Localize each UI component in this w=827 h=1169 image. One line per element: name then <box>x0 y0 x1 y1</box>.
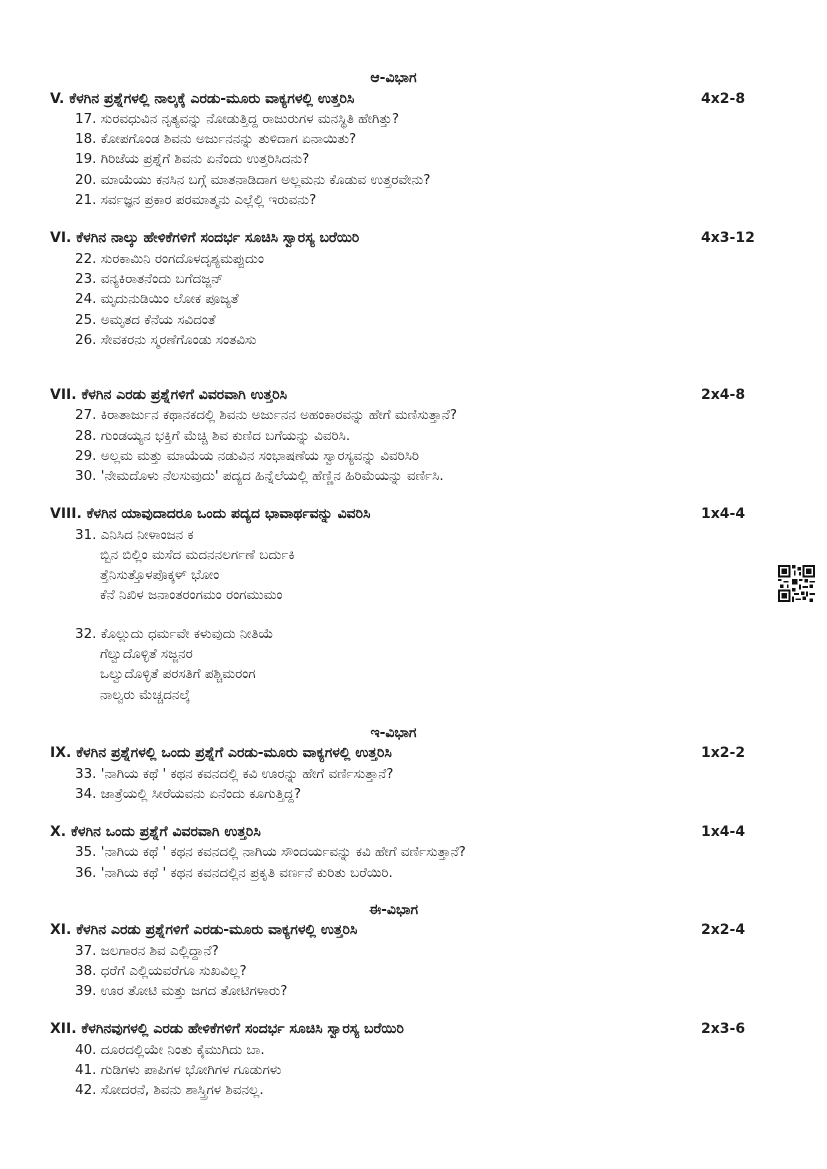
question-item: 40. ದೂರದಲ್ಲಿಯೇ ನಿಂತು ಕೈಮುಗಿದು ಬಾ. <box>75 1042 265 1058</box>
question-item: 21. ಸರ್ವಜ್ಞನ ಪ್ರಕಾರ ಪರಮಾತ್ಮನು ಎಲ್ಲೆಲ್ಲಿ ಇರುವನು? <box>75 192 317 208</box>
question-item: 39. ಊರ ತೋಟಿ ಮತ್ತು ಜಗದ ತೋಟಿಗಳಾರು? <box>75 983 288 999</box>
poem-line: ಬ್ಬಿನ ಬಿಲ್ಲಿಂ ಮಸೆದ ಮದನನಲರ್ಗಣೆ ಬರ್ದುಕಿ <box>100 547 295 563</box>
heading-text: X. ಕೆಳಗಿನ ಒಂದು ಪ್ರಶ್ನೆಗೆ ವಿವರವಾಗಿ ಉತ್ತರಿಸಿ <box>50 824 261 840</box>
marks-label: 4x3-12 <box>701 230 755 246</box>
qr-code-icon <box>778 565 815 602</box>
question-item: 42. ಸೋದರನೆ, ಶಿವನು ಶಾಸ್ತ್ರಿಗಳ ಶಿವನಲ್ಲ. <box>75 1082 264 1098</box>
question-item: 22. ಸುರಕಾಮಿನಿ ರಂಗದೊಳದೃಶ್ಯಮಪ್ಪುದುಂ <box>75 251 264 267</box>
question-item: 35. 'ನಾಗಿಯ ಕಥೆ ' ಕಥನ ಕವನದಲ್ಲಿ ನಾಗಿಯ ಸೌಂದರ್ಯವನ್ನು ಕವಿ ಹೇಗೆ ವರ್ಣಿಸುತ್ತಾನೆ? <box>75 844 466 860</box>
section-title-i: ಇ-ವಿಭಾಗ <box>370 725 417 741</box>
question-heading-xii <box>50 1021 750 1037</box>
marks-label: 2x3-6 <box>701 1021 746 1037</box>
heading-text: VI. ಕೆಳಗಿನ ನಾಲ್ಕು ಹೇಳಿಕೆಗಳಿಗೆ ಸಂದರ್ಭ ಸೂಚಿಸಿ ಸ್ವಾರಸ್ಯ ಬರೆಯಿರಿ <box>50 230 360 246</box>
question-heading-ix <box>50 745 750 761</box>
poem-line: ನಾಲ್ವರು ಮೆಚ್ಚದನಲ್ಕೆ <box>100 687 190 703</box>
heading-text: XII. ಕೆಳಗಿನವುಗಳಲ್ಲಿ ಎರಡು ಹೇಳಿಕೆಗಳಿಗೆ ಸಂದರ್ಭ ಸೂಚಿಸಿ ಸ್ವಾರಸ್ಯ ಬರೆಯಿರಿ <box>50 1021 404 1037</box>
question-item: 36. 'ನಾಗಿಯ ಕಥೆ ' ಕಥನ ಕವನದಲ್ಲಿನ ಪ್ರಕೃತಿ ವರ್ಣನೆ ಕುರಿತು ಬರೆಯಿರಿ. <box>75 865 393 881</box>
marks-label: 1x4-4 <box>701 824 746 840</box>
question-item: 33. 'ನಾಗಿಯ ಕಥೆ ' ಕಥನ ಕವನದಲ್ಲಿ ಕವಿ ಊರನ್ನು ಹೇಗೆ ವರ್ಣಿಸುತ್ತಾನೆ? <box>75 766 394 782</box>
poem-line: ಗೆಲ್ವುದೊಳ್ಳಿತೆ ಸಜ್ಜನರ <box>100 646 193 662</box>
marks-label: 4x2-8 <box>701 91 746 107</box>
question-heading-vi <box>50 230 755 246</box>
question-item: 29. ಅಲ್ಲಮ ಮತ್ತು ಮಾಯೆಯ ನಡುವಿನ ಸಂಭಾಷಣೆಯ ಸ್ವಾರಸ್ಯವನ್ನು ವಿವರಿಸಿರಿ <box>75 448 420 464</box>
poem-line: ತ್ತೆನಿಸುತ್ತೊಳಪೊಕ್ಕಳ್ ಭೋಂ <box>100 567 220 583</box>
question-item: 34. ಜಾತ್ರೆಯಲ್ಲಿ ಸೀರೆಯವನು ಏನೆಂದು ಕೂಗುತ್ತಿದ್ದ? <box>75 786 302 802</box>
question-heading-viii <box>50 506 750 522</box>
question-item: 20. ಮಾಯೆಯು ಕನಸಿನ ಬಗ್ಗೆ ಮಾತನಾಡಿದಾಗ ಅಲ್ಲಮನು ಕೊಡುವ ಉತ್ತರವೇನು? <box>75 172 431 188</box>
question-item: 25. ಅಮೃತದ ಕೆನೆಯ ಸವಿದಂತೆ <box>75 312 216 328</box>
question-item: 18. ಕೋಪಗೊಂಡ ಶಿವನು ಅರ್ಜುನನನ್ನು ತುಳಿದಾಗ ಏನಾಯಿತು? <box>75 131 357 147</box>
question-item: 24. ಮೃದುನುಡಿಯಿಂ ಲೋಕ ಪೂಜ್ಯತೆ <box>75 291 239 307</box>
section-title-ii: ಈ-ವಿಭಾಗ <box>368 902 419 918</box>
heading-text: IX. ಕೆಳಗಿನ ಪ್ರಶ್ನೆಗಳಲ್ಲಿ ಒಂದು ಪ್ರಶ್ನೆಗೆ ಎರಡು-ಮೂರು ವಾಕ್ಯಗಳಲ್ಲಿ ಉತ್ತರಿಸಿ <box>50 745 392 761</box>
question-item: 17. ಸುರವಧುವಿನ ನೃತ್ಯವನ್ನು ನೋಡುತ್ತಿದ್ದ ರಾಜುರುಗಳ ಮನಸ್ಥಿತಿ ಹೇಗಿತ್ತು? <box>75 111 400 127</box>
heading-text: VIII. ಕೆಳಗಿನ ಯಾವುದಾದರೂ ಒಂದು ಪದ್ಯದ ಭಾವಾರ್ಥವನ್ನು ವಿವರಿಸಿ <box>50 506 371 522</box>
question-item: 30. 'ನೇಮದೊಳು ನೆಲಸುವುದು' ಪದ್ಯದ ಹಿನ್ನೆಲೆಯಲ್ಲಿ ಹೆಣ್ಣಿನ ಹಿರಿಮೆಯನ್ನು ವರ್ಣಿಸಿ. <box>75 468 444 484</box>
question-heading-xi <box>50 922 750 938</box>
question-item: 41. ಗುಡಿಗಳು ಪಾಪಿಗಳ ಭೋಗಿಗಳ ಗೂಡುಗಳು <box>75 1062 282 1078</box>
marks-label: 2x2-4 <box>701 922 746 938</box>
poem-line: ಒಲ್ವುದೊಳ್ಳಿತೆ ಪರಸತಿಗೆ ಪಶ್ಚಿಮರಂಗ <box>100 666 256 682</box>
question-heading-vii <box>50 387 750 403</box>
question-item: 27. ಕಿರಾತಾರ್ಜುನ ಕಥಾನಕದಲ್ಲಿ ಶಿವನು ಅರ್ಜುನನ ಅಹಂಕಾರವನ್ನು ಹೇಗೆ ಮಣಿಸುತ್ತಾನೆ? <box>75 407 457 423</box>
question-item: 28. ಗುಂಡಯ್ಯನ ಭಕ್ತಿಗೆ ಮೆಚ್ಚಿ ಶಿವ ಕುಣಿದ ಬಗೆಯನ್ನು ವಿವರಿಸಿ. <box>75 428 351 444</box>
question-item: 26. ಸೇವಕರನು ಸ್ಮರಣೆಗೊಂಡು ಸಂತವಿಸು <box>75 332 257 348</box>
heading-text: V. ಕೆಳಗಿನ ಪ್ರಶ್ನೆಗಳಲ್ಲಿ ನಾಲ್ಕಕ್ಕೆ ಎರಡು-ಮೂರು ವಾಕ್ಯಗಳಲ್ಲಿ ಉತ್ತರಿಸಿ <box>50 91 355 107</box>
poem-line: ಕೆನೆ ನಿಖಿಳ ಜನಾಂತರಂಗಮಂ ರಂಗಮುಮಂ <box>100 587 283 603</box>
question-item: 38. ಧರೆಗೆ ಎಲ್ಲಿಯವರೆಗೂ ಸುಖವಿಲ್ಲ? <box>75 963 247 979</box>
section-title-aa: ಆ-ವಿಭಾಗ <box>370 70 417 86</box>
question-heading-x <box>50 824 750 840</box>
question-item: 37. ಜಲಗಾರನ ಶಿವ ಎಲ್ಲಿದ್ದಾನೆ? <box>75 943 219 959</box>
question-item: 19. ಗಿರಿಜೆಯ ಪ್ರಶ್ನೆಗೆ ಶಿವನು ಏನೆಂದು ಉತ್ತರಿಸಿದನು? <box>75 151 310 167</box>
heading-text: XI. ಕೆಳಗಿನ ಎರಡು ಪ್ರಶ್ನೆಗಳಿಗೆ ಎರಡು-ಮೂರು ವಾಕ್ಯಗಳಲ್ಲಿ ಉತ್ತರಿಸಿ <box>50 922 358 938</box>
heading-text: VII. ಕೆಳಗಿನ ಎರಡು ಪ್ರಶ್ನೆಗಳಿಗೆ ವಿವರವಾಗಿ ಉತ್ತರಿಸಿ <box>50 387 288 403</box>
poem-line: 32. ಕೊಲ್ಲುದು ಧರ್ಮವೇ ಕಳುವುದು ನೀತಿಯೆ <box>75 626 274 642</box>
marks-label: 1x2-2 <box>701 745 746 761</box>
marks-label: 2x4-8 <box>701 387 746 403</box>
poem-line: 31. ಎನಿಸಿದ ನೀಳಾಂಜನ ಕ <box>75 527 194 543</box>
question-heading-v <box>50 91 750 107</box>
marks-label: 1x4-4 <box>701 506 746 522</box>
question-item: 23. ವನ್ಯಕಿರಾತನೆಂದು ಬಗೆದಜ್ಜನ್ <box>75 271 224 287</box>
